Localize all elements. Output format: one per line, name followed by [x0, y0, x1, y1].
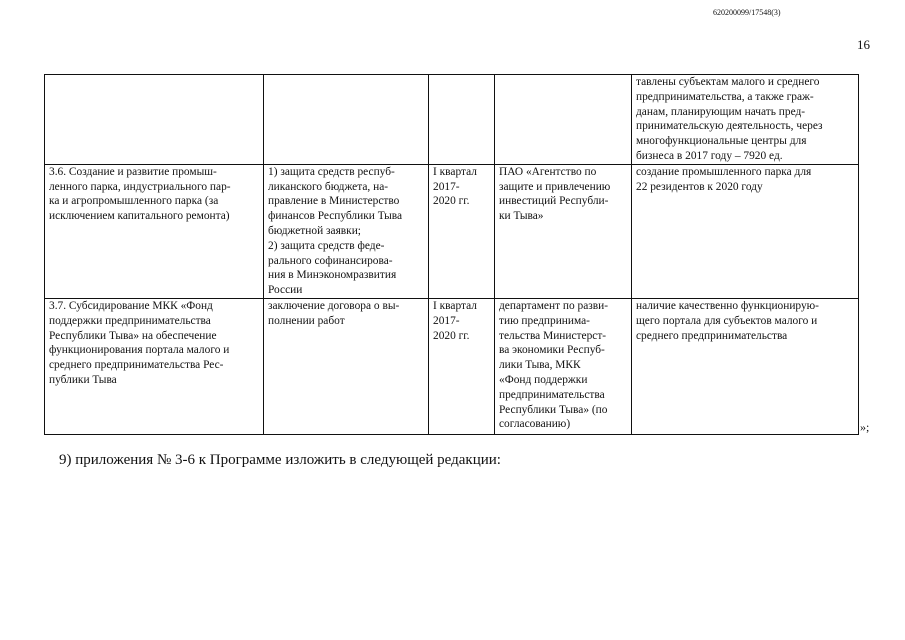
cell-text-line: ния в Минэкономразвития	[268, 269, 397, 282]
cell-text-line: 22 резидентов к 2020 году	[636, 180, 763, 193]
cell-text-line: I квартал	[433, 165, 477, 178]
cell-text-line: ка и агропромышленного парка (за	[49, 195, 219, 208]
cell-text-line: согласованию)	[499, 418, 571, 431]
cell-text-line: публики Тыва	[49, 373, 117, 386]
document-id: 620200099/17548(3)	[713, 8, 781, 17]
cell-text-line: ва экономики Респуб-	[499, 344, 605, 357]
cell-text-line: 2020 гг.	[433, 195, 470, 208]
cell-text-line: заключение договора о вы-	[268, 299, 400, 312]
cell-text-line: Республики Тыва» (по	[499, 403, 608, 416]
cell-text-line: 2020 гг.	[433, 329, 470, 342]
cell-implementation-mechanism	[264, 164, 429, 298]
cell-text-line: защите и привлечению	[499, 180, 611, 193]
cell-text-line: 2) защита средств феде-	[268, 239, 385, 252]
table-row	[45, 75, 859, 165]
cell-responsible-executor	[495, 298, 632, 434]
cell-text-line: бизнеса в 2017 году – 7920 ед.	[636, 149, 783, 162]
cell-text-line: I квартал	[433, 299, 477, 312]
table-row	[45, 164, 859, 298]
cell-implementation-mechanism	[264, 75, 429, 165]
cell-text-line: принимательскую деятельность, через	[636, 120, 823, 133]
cell-text-line: финансов Республики Тыва	[268, 210, 403, 223]
cell-text-line: среднего предпринимательства Рес-	[49, 359, 224, 372]
cell-text-line: полнении работ	[268, 314, 345, 327]
cell-text-line: тельства Министерст-	[499, 329, 607, 342]
cell-text-line: департамент по разви-	[499, 299, 609, 312]
cell-text-line: рального софинансирова-	[268, 254, 393, 267]
cell-text-line: предпринимательства, а также граж-	[636, 90, 814, 103]
cell-text-line: 1) защита средств респуб-	[268, 165, 395, 178]
cell-text-line: 2017-	[433, 180, 460, 193]
cell-text-line: щего портала для субъектов малого и	[636, 314, 818, 327]
cell-text-line: бюджетной заявки;	[268, 224, 361, 237]
cell-deadline	[429, 298, 495, 434]
cell-deadline	[429, 164, 495, 298]
cell-responsible-executor	[495, 164, 632, 298]
cell-text-line: данам, планирующим начать пред-	[636, 105, 806, 118]
cell-text-line: тию предпринима-	[499, 314, 590, 327]
cell-text-line: «Фонд поддержки	[499, 373, 588, 386]
cell-text-line: лики Тыва, МКК	[499, 359, 581, 372]
cell-text-line: наличие качественно функционирую-	[636, 299, 819, 312]
cell-text-line: ленного парка, индустриального пар-	[49, 180, 231, 193]
cell-text-line: поддержки предпринимательства	[49, 314, 211, 327]
cell-text-line: многофункциональные центры для	[636, 135, 807, 148]
cell-text-line: тавлены субъектам малого и среднего	[636, 76, 820, 88]
cell-text-line: Республики Тыва» на обеспечение	[49, 329, 217, 342]
cell-responsible-executor	[495, 75, 632, 165]
closing-quote-mark: »;	[860, 420, 870, 434]
cell-measure-name	[45, 164, 264, 298]
cell-text-line: функционирования портала малого и	[49, 344, 230, 357]
cell-text-line: России	[268, 284, 303, 297]
cell-implementation-mechanism	[264, 298, 429, 434]
cell-text-line: 3.7. Субсидирование МКК «Фонд	[49, 299, 213, 312]
cell-text-line: инвестиций Республи-	[499, 195, 609, 208]
cell-text-line: 3.6. Создание и развитие промыш-	[49, 165, 217, 178]
cell-measure-name	[45, 75, 264, 165]
cell-text-line: 2017-	[433, 314, 460, 327]
table-row	[45, 298, 859, 434]
program-measures-table	[44, 74, 859, 435]
cell-deadline	[429, 75, 495, 165]
amendment-instruction: 9) приложения № 3-6 к Программе изложить в следующей редакции:	[59, 452, 501, 468]
cell-text-line: предпринимательства	[499, 388, 605, 401]
page-number: 16	[857, 37, 870, 52]
cell-expected-result	[632, 75, 859, 165]
cell-text-line: правление в Министерство	[268, 195, 400, 208]
cell-text-line: создание промышленного парка для	[636, 165, 812, 178]
cell-text-line: ки Тыва»	[499, 210, 544, 223]
cell-expected-result	[632, 298, 859, 434]
cell-measure-name	[45, 298, 264, 434]
cell-text-line: среднего предпринимательства	[636, 329, 788, 342]
cell-text-line: ликанского бюджета, на-	[268, 180, 389, 193]
cell-text-line: исключением капитального ремонта)	[49, 210, 230, 223]
cell-expected-result	[632, 164, 859, 298]
cell-text-line: ПАО «Агентство по	[499, 165, 597, 178]
